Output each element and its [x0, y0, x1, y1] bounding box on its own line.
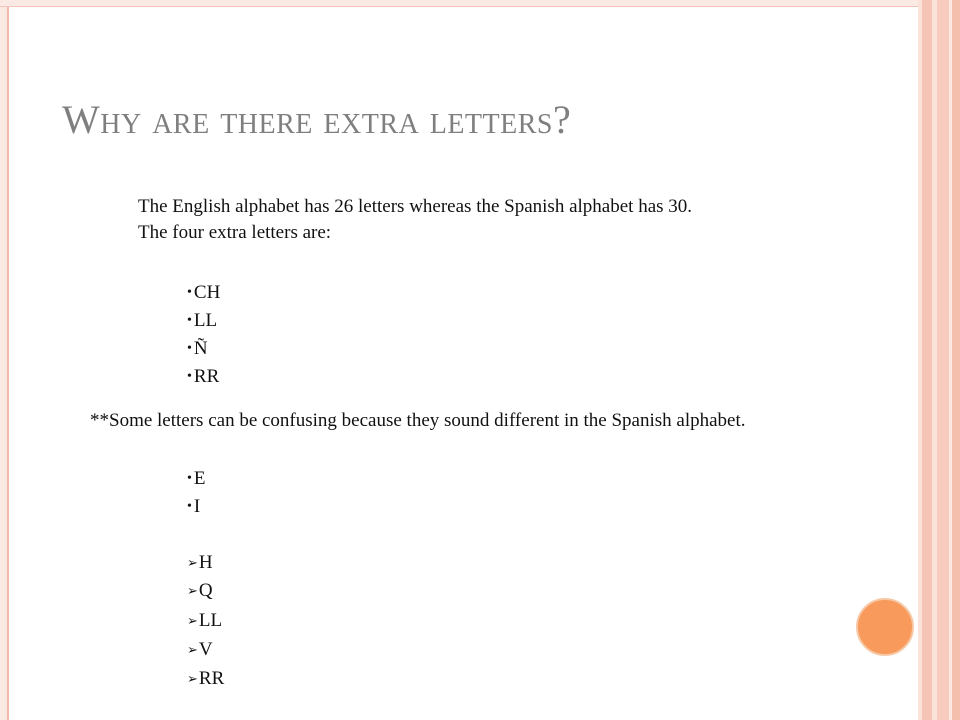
list-item: • I: [187, 496, 201, 517]
arrow-bullet-icon: ➢: [187, 671, 198, 686]
list-item: ➢V: [187, 639, 213, 660]
list-item: • LL: [187, 310, 218, 331]
list-item: ➢LL: [187, 610, 223, 631]
bullet-icon: •: [187, 341, 192, 356]
list-item: • CH: [187, 282, 221, 303]
bullet-icon: •: [187, 499, 192, 514]
list-item: • E: [187, 468, 206, 489]
list-item: ➢Q: [187, 580, 213, 601]
intro-paragraph: The English alphabet has 26 letters whereas the Spanish alphabet has 30. The four extra letters are:: [138, 196, 693, 243]
list-item: ➢RR: [187, 668, 225, 689]
confusing-letters-paragraph: **Some letters can be confusing because they sound different in the Spanish alphabet.: [90, 410, 746, 431]
arrow-bullet-icon: ➢: [187, 583, 198, 598]
slide-title: Why are there extra letters?: [62, 97, 572, 142]
list-item: • RR: [187, 366, 220, 387]
list-item: ➢H: [187, 552, 213, 573]
list-item: • Ñ: [187, 338, 208, 359]
right-stripe-2: [922, 0, 932, 720]
left-frame-border: [0, 0, 9, 720]
right-stripe-6: [952, 0, 960, 720]
bullet-icon: •: [187, 471, 192, 486]
arrow-bullet-icon: ➢: [187, 642, 198, 657]
bullet-icon: •: [187, 313, 192, 328]
arrow-bullet-icon: ➢: [187, 555, 198, 570]
arrow-bullet-icon: ➢: [187, 613, 198, 628]
top-frame-border: [0, 0, 960, 7]
right-stripe-4: [937, 0, 949, 720]
bullet-icon: •: [187, 285, 192, 300]
decorative-circle: [856, 598, 914, 656]
bullet-icon: •: [187, 369, 192, 384]
